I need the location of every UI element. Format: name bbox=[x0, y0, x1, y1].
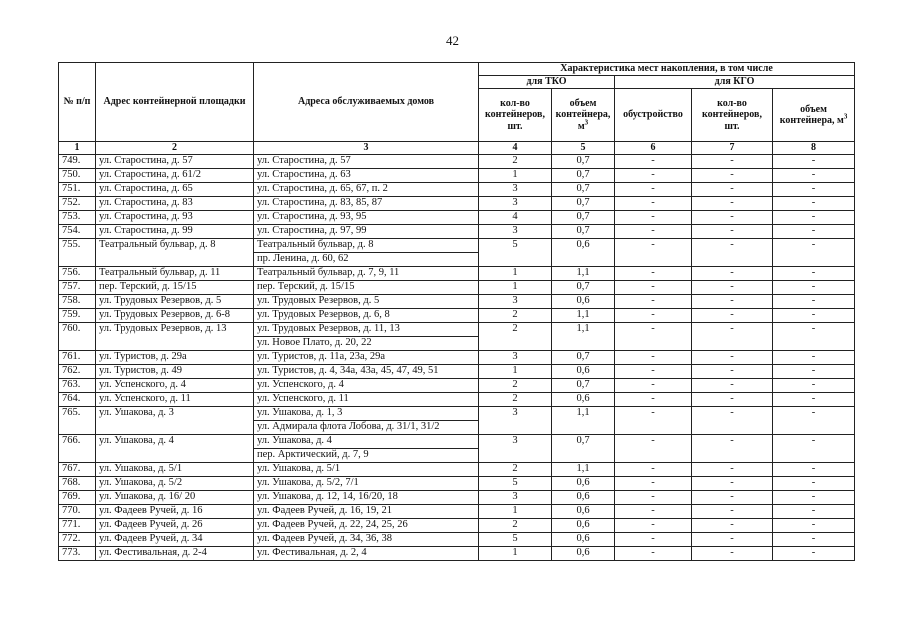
row-number: 773. bbox=[59, 546, 96, 560]
container-count: 2 bbox=[479, 378, 552, 392]
site-address: ул. Ушакова, д. 16/ 20 bbox=[96, 490, 254, 504]
arrangement: - bbox=[615, 294, 692, 308]
header-address: Адрес контейнерной площадки bbox=[96, 63, 254, 142]
container-count: 2 bbox=[479, 392, 552, 406]
container-count: 5 bbox=[479, 532, 552, 546]
served-house-line: ул. Ушакова, д. 5/2, 7/1 bbox=[257, 476, 359, 488]
column-number: 6 bbox=[615, 142, 692, 155]
table-row bbox=[59, 504, 855, 518]
kgo-container-count: - bbox=[692, 504, 773, 518]
header-served-houses: Адреса обслуживаемых домов bbox=[254, 63, 479, 142]
container-volume: 1,1 bbox=[552, 462, 615, 476]
kgo-container-volume: - bbox=[773, 322, 855, 350]
container-volume: 0,6 bbox=[552, 518, 615, 532]
kgo-container-volume: - bbox=[773, 378, 855, 392]
site-address: ул. Туристов, д. 49 bbox=[96, 364, 254, 378]
served-houses bbox=[254, 490, 479, 504]
row-number: 755. bbox=[59, 238, 96, 266]
row-number: 762. bbox=[59, 364, 96, 378]
row-number: 750. bbox=[59, 168, 96, 182]
table-body bbox=[59, 154, 855, 560]
site-address: ул. Ушакова, д. 3 bbox=[96, 406, 254, 434]
table-row bbox=[59, 196, 855, 210]
arrangement: - bbox=[615, 238, 692, 266]
arrangement: - bbox=[615, 210, 692, 224]
container-volume: 0,6 bbox=[552, 546, 615, 560]
arrangement: - bbox=[615, 308, 692, 322]
column-number: 4 bbox=[479, 142, 552, 155]
kgo-container-volume: - bbox=[773, 182, 855, 196]
container-count: 1 bbox=[479, 280, 552, 294]
container-count: 3 bbox=[479, 434, 552, 462]
column-number: 3 bbox=[254, 142, 479, 155]
served-houses bbox=[254, 182, 479, 196]
served-house-line: ул. Старостина, д. 57 bbox=[257, 154, 351, 166]
served-houses bbox=[254, 168, 479, 182]
kgo-container-volume: - bbox=[773, 532, 855, 546]
kgo-container-count: - bbox=[692, 210, 773, 224]
arrangement: - bbox=[615, 378, 692, 392]
served-house-line: Театральный бульвар, д. 8 bbox=[257, 238, 374, 250]
served-house-line: ул. Фестивальная, д. 2, 4 bbox=[257, 546, 367, 558]
served-houses bbox=[254, 462, 479, 476]
container-count: 1 bbox=[479, 546, 552, 560]
served-house-line: ул. Старостина, д. 83, 85, 87 bbox=[257, 196, 383, 208]
served-houses bbox=[254, 294, 479, 308]
served-house-line: Театральный бульвар, д. 7, 9, 11 bbox=[257, 266, 400, 278]
container-count: 2 bbox=[479, 322, 552, 350]
row-number: 757. bbox=[59, 280, 96, 294]
container-count: 3 bbox=[479, 490, 552, 504]
row-number: 767. bbox=[59, 462, 96, 476]
served-house-line: ул. Ушакова, д. 12, 14, 16/20, 18 bbox=[257, 490, 398, 502]
arrangement: - bbox=[615, 504, 692, 518]
served-houses bbox=[254, 504, 479, 518]
container-volume: 0,7 bbox=[552, 154, 615, 168]
container-volume: 0,6 bbox=[552, 238, 615, 266]
container-count: 2 bbox=[479, 518, 552, 532]
arrangement: - bbox=[615, 322, 692, 350]
arrangement: - bbox=[615, 350, 692, 364]
site-address: ул. Трудовых Резервов, д. 5 bbox=[96, 294, 254, 308]
container-count: 5 bbox=[479, 238, 552, 266]
arrangement: - bbox=[615, 224, 692, 238]
table-row bbox=[59, 308, 855, 322]
kgo-container-volume: - bbox=[773, 392, 855, 406]
served-house-line: пр. Ленина, д. 60, 62 bbox=[254, 252, 478, 266]
row-number: 770. bbox=[59, 504, 96, 518]
table-row bbox=[59, 350, 855, 364]
row-number: 771. bbox=[59, 518, 96, 532]
table-row bbox=[59, 210, 855, 224]
served-houses bbox=[254, 266, 479, 280]
container-count: 1 bbox=[479, 504, 552, 518]
arrangement: - bbox=[615, 280, 692, 294]
arrangement: - bbox=[615, 406, 692, 434]
kgo-container-volume: - bbox=[773, 504, 855, 518]
kgo-container-volume: - bbox=[773, 168, 855, 182]
container-volume: 0,7 bbox=[552, 196, 615, 210]
kgo-container-volume: - bbox=[773, 224, 855, 238]
table-row bbox=[59, 224, 855, 238]
served-houses bbox=[254, 378, 479, 392]
table-row bbox=[59, 294, 855, 308]
container-volume: 1,1 bbox=[552, 322, 615, 350]
kgo-container-count: - bbox=[692, 308, 773, 322]
page-number: 42 bbox=[446, 33, 459, 48]
container-count: 3 bbox=[479, 350, 552, 364]
kgo-container-count: - bbox=[692, 154, 773, 168]
arrangement: - bbox=[615, 182, 692, 196]
site-address: ул. Ушакова, д. 5/2 bbox=[96, 476, 254, 490]
table-row bbox=[59, 518, 855, 532]
table-row bbox=[59, 462, 855, 476]
container-volume: 1,1 bbox=[552, 406, 615, 434]
container-count: 3 bbox=[479, 294, 552, 308]
kgo-container-count: - bbox=[692, 280, 773, 294]
kgo-container-count: - bbox=[692, 168, 773, 182]
column-number: 5 bbox=[552, 142, 615, 155]
served-house-line: ул. Трудовых Резервов, д. 6, 8 bbox=[257, 308, 390, 320]
row-number: 760. bbox=[59, 322, 96, 350]
table-row bbox=[59, 490, 855, 504]
container-volume: 0,7 bbox=[552, 224, 615, 238]
table-row bbox=[59, 406, 855, 434]
site-address: ул. Старостина, д. 57 bbox=[96, 154, 254, 168]
site-address: ул. Успенского, д. 4 bbox=[96, 378, 254, 392]
served-houses bbox=[254, 350, 479, 364]
container-sites-table bbox=[58, 62, 855, 561]
kgo-container-count: - bbox=[692, 378, 773, 392]
served-houses bbox=[254, 210, 479, 224]
header-count: кол-во контейнеров, шт. bbox=[479, 89, 552, 142]
kgo-container-volume: - bbox=[773, 546, 855, 560]
arrangement: - bbox=[615, 532, 692, 546]
table-row bbox=[59, 238, 855, 266]
container-volume: 0,6 bbox=[552, 532, 615, 546]
kgo-container-count: - bbox=[692, 532, 773, 546]
header-tko: для ТКО bbox=[479, 76, 615, 89]
table-row bbox=[59, 364, 855, 378]
served-houses bbox=[254, 224, 479, 238]
arrangement: - bbox=[615, 546, 692, 560]
container-count: 2 bbox=[479, 462, 552, 476]
kgo-container-count: - bbox=[692, 294, 773, 308]
site-address: ул. Ушакова, д. 4 bbox=[96, 434, 254, 462]
served-house-line: ул. Фадеев Ручей, д. 22, 24, 25, 26 bbox=[257, 518, 408, 530]
site-address: ул. Ушакова, д. 5/1 bbox=[96, 462, 254, 476]
kgo-container-volume: - bbox=[773, 434, 855, 462]
site-address: ул. Старостина, д. 65 bbox=[96, 182, 254, 196]
header-volume-sup: 3 bbox=[584, 118, 589, 127]
served-houses bbox=[254, 476, 479, 490]
container-volume: 0,7 bbox=[552, 378, 615, 392]
container-volume: 0,6 bbox=[552, 392, 615, 406]
served-house-line: ул. Успенского, д. 4 bbox=[257, 378, 344, 390]
served-houses bbox=[254, 434, 479, 462]
table-row bbox=[59, 392, 855, 406]
site-address: ул. Трудовых Резервов, д. 13 bbox=[96, 322, 254, 350]
served-house-line: пер. Арктический, д. 7, 9 bbox=[254, 448, 478, 462]
container-count: 3 bbox=[479, 224, 552, 238]
served-houses bbox=[254, 518, 479, 532]
table-row bbox=[59, 154, 855, 168]
arrangement: - bbox=[615, 266, 692, 280]
row-number: 765. bbox=[59, 406, 96, 434]
table-row bbox=[59, 280, 855, 294]
row-number: 758. bbox=[59, 294, 96, 308]
served-house-line: ул. Туристов, д. 4, 34а, 43а, 45, 47, 49, 51 bbox=[257, 364, 439, 376]
site-address: пер. Терский, д. 15/15 bbox=[96, 280, 254, 294]
container-volume: 0,6 bbox=[552, 294, 615, 308]
container-volume: 1,1 bbox=[552, 308, 615, 322]
served-house-line: ул. Трудовых Резервов, д. 11, 13 bbox=[257, 322, 400, 334]
served-house-line: ул. Фадеев Ручей, д. 16, 19, 21 bbox=[257, 504, 392, 516]
site-address: ул. Успенского, д. 11 bbox=[96, 392, 254, 406]
served-house-line: ул. Ушакова, д. 5/1 bbox=[257, 462, 341, 474]
kgo-container-count: - bbox=[692, 364, 773, 378]
row-number: 764. bbox=[59, 392, 96, 406]
container-count: 2 bbox=[479, 154, 552, 168]
kgo-container-count: - bbox=[692, 182, 773, 196]
header-num: № п/п bbox=[59, 63, 96, 142]
served-houses bbox=[254, 322, 479, 350]
site-address: ул. Фадеев Ручей, д. 16 bbox=[96, 504, 254, 518]
row-number: 766. bbox=[59, 434, 96, 462]
served-houses bbox=[254, 308, 479, 322]
served-house-line: ул. Старостина, д. 65, 67, п. 2 bbox=[257, 182, 388, 194]
row-number: 759. bbox=[59, 308, 96, 322]
header-kgo: для КГО bbox=[615, 76, 855, 89]
served-house-line: ул. Ушакова, д. 1, 3 bbox=[257, 406, 343, 418]
arrangement: - bbox=[615, 518, 692, 532]
kgo-container-volume: - bbox=[773, 196, 855, 210]
column-number-row bbox=[59, 142, 855, 155]
row-number: 752. bbox=[59, 196, 96, 210]
kgo-container-count: - bbox=[692, 350, 773, 364]
site-address: ул. Трудовых Резервов, д. 6-8 bbox=[96, 308, 254, 322]
container-count: 5 bbox=[479, 476, 552, 490]
served-houses bbox=[254, 196, 479, 210]
container-volume: 0,6 bbox=[552, 490, 615, 504]
kgo-container-volume: - bbox=[773, 238, 855, 266]
header-count-kgo: кол-во контейнеров, шт. bbox=[692, 89, 773, 142]
row-number: 769. bbox=[59, 490, 96, 504]
column-number: 1 bbox=[59, 142, 96, 155]
arrangement: - bbox=[615, 476, 692, 490]
arrangement: - bbox=[615, 434, 692, 462]
kgo-container-count: - bbox=[692, 434, 773, 462]
kgo-container-volume: - bbox=[773, 476, 855, 490]
kgo-container-volume: - bbox=[773, 210, 855, 224]
arrangement: - bbox=[615, 168, 692, 182]
container-count: 1 bbox=[479, 168, 552, 182]
site-address: ул. Старостина, д. 61/2 bbox=[96, 168, 254, 182]
site-address: ул. Туристов, д. 29а bbox=[96, 350, 254, 364]
container-count: 2 bbox=[479, 308, 552, 322]
container-volume: 0,7 bbox=[552, 182, 615, 196]
container-volume: 0,7 bbox=[552, 434, 615, 462]
served-houses bbox=[254, 364, 479, 378]
row-number: 768. bbox=[59, 476, 96, 490]
served-house-line: ул. Туристов, д. 11а, 23а, 29а bbox=[257, 350, 386, 362]
header-arrangement: обустройство bbox=[615, 89, 692, 142]
container-volume: 0,7 bbox=[552, 280, 615, 294]
kgo-container-count: - bbox=[692, 196, 773, 210]
header-volume-kgo-text: объем контейнера, м bbox=[779, 103, 844, 126]
container-volume: 0,6 bbox=[552, 476, 615, 490]
served-house-line: ул. Ушакова, д. 4 bbox=[257, 434, 332, 446]
column-number: 8 bbox=[773, 142, 855, 155]
served-houses bbox=[254, 546, 479, 560]
row-number: 756. bbox=[59, 266, 96, 280]
container-volume: 0,7 bbox=[552, 350, 615, 364]
container-volume: 0,7 bbox=[552, 210, 615, 224]
column-number: 2 bbox=[96, 142, 254, 155]
served-houses bbox=[254, 154, 479, 168]
table-row bbox=[59, 434, 855, 462]
table-row bbox=[59, 546, 855, 560]
kgo-container-volume: - bbox=[773, 364, 855, 378]
served-house-line: ул. Успенского, д. 11 bbox=[257, 392, 349, 404]
site-address: ул. Старостина, д. 83 bbox=[96, 196, 254, 210]
site-address: ул. Фестивальная, д. 2-4 bbox=[96, 546, 254, 560]
row-number: 772. bbox=[59, 532, 96, 546]
column-number: 7 bbox=[692, 142, 773, 155]
row-number: 753. bbox=[59, 210, 96, 224]
row-number: 749. bbox=[59, 154, 96, 168]
kgo-container-count: - bbox=[692, 322, 773, 350]
arrangement: - bbox=[615, 490, 692, 504]
kgo-container-volume: - bbox=[773, 490, 855, 504]
table-row bbox=[59, 532, 855, 546]
row-number: 751. bbox=[59, 182, 96, 196]
container-count: 1 bbox=[479, 266, 552, 280]
arrangement: - bbox=[615, 392, 692, 406]
site-address: ул. Фадеев Ручей, д. 26 bbox=[96, 518, 254, 532]
container-volume: 0,6 bbox=[552, 364, 615, 378]
row-number: 761. bbox=[59, 350, 96, 364]
kgo-container-volume: - bbox=[773, 280, 855, 294]
served-houses bbox=[254, 532, 479, 546]
arrangement: - bbox=[615, 462, 692, 476]
kgo-container-volume: - bbox=[773, 294, 855, 308]
header-volume-kgo-sup: 3 bbox=[843, 112, 848, 121]
served-house-line: ул. Новое Плато, д. 20, 22 bbox=[254, 336, 478, 350]
served-house-line: ул. Старостина, д. 97, 99 bbox=[257, 224, 367, 236]
served-house-line: пер. Терский, д. 15/15 bbox=[257, 280, 355, 292]
kgo-container-count: - bbox=[692, 546, 773, 560]
kgo-container-count: - bbox=[692, 238, 773, 266]
site-address: Театральный бульвар, д. 11 bbox=[96, 266, 254, 280]
container-volume: 0,7 bbox=[552, 168, 615, 182]
served-houses bbox=[254, 238, 479, 266]
kgo-container-count: - bbox=[692, 406, 773, 434]
container-volume: 0,6 bbox=[552, 504, 615, 518]
table-row bbox=[59, 182, 855, 196]
table-row bbox=[59, 378, 855, 392]
header-characteristics: Характеристика мест накопления, в том числе bbox=[479, 63, 855, 76]
kgo-container-volume: - bbox=[773, 266, 855, 280]
served-house-line: ул. Старостина, д. 93, 95 bbox=[257, 210, 367, 222]
row-number: 763. bbox=[59, 378, 96, 392]
kgo-container-count: - bbox=[692, 518, 773, 532]
arrangement: - bbox=[615, 196, 692, 210]
header-volume-text: объем контейнера, м bbox=[555, 97, 611, 132]
kgo-container-volume: - bbox=[773, 406, 855, 434]
container-count: 4 bbox=[479, 210, 552, 224]
served-houses bbox=[254, 392, 479, 406]
kgo-container-count: - bbox=[692, 476, 773, 490]
row-number: 754. bbox=[59, 224, 96, 238]
served-houses bbox=[254, 280, 479, 294]
table-row bbox=[59, 266, 855, 280]
site-address: ул. Фадеев Ручей, д. 34 bbox=[96, 532, 254, 546]
kgo-container-volume: - bbox=[773, 462, 855, 476]
served-house-line: ул. Трудовых Резервов, д. 5 bbox=[257, 294, 380, 306]
container-count: 3 bbox=[479, 196, 552, 210]
kgo-container-count: - bbox=[692, 266, 773, 280]
arrangement: - bbox=[615, 154, 692, 168]
kgo-container-volume: - bbox=[773, 308, 855, 322]
served-house-line: ул. Фадеев Ручей, д. 34, 36, 38 bbox=[257, 532, 392, 544]
table-row bbox=[59, 476, 855, 490]
served-houses bbox=[254, 406, 479, 434]
site-address: ул. Старостина, д. 93 bbox=[96, 210, 254, 224]
container-volume: 1,1 bbox=[552, 266, 615, 280]
table-row bbox=[59, 322, 855, 350]
header-volume-kgo bbox=[773, 89, 855, 142]
kgo-container-count: - bbox=[692, 462, 773, 476]
kgo-container-count: - bbox=[692, 490, 773, 504]
site-address: Театральный бульвар, д. 8 bbox=[96, 238, 254, 266]
served-house-line: ул. Адмирала флота Лобова, д. 31/1, 31/2 bbox=[254, 420, 478, 434]
container-count: 3 bbox=[479, 182, 552, 196]
kgo-container-volume: - bbox=[773, 154, 855, 168]
arrangement: - bbox=[615, 364, 692, 378]
served-house-line: ул. Старостина, д. 63 bbox=[257, 168, 351, 180]
table-row bbox=[59, 168, 855, 182]
header-volume bbox=[552, 89, 615, 142]
kgo-container-volume: - bbox=[773, 518, 855, 532]
site-address: ул. Старостина, д. 99 bbox=[96, 224, 254, 238]
kgo-container-volume: - bbox=[773, 350, 855, 364]
kgo-container-count: - bbox=[692, 224, 773, 238]
container-count: 1 bbox=[479, 364, 552, 378]
container-count: 3 bbox=[479, 406, 552, 434]
kgo-container-count: - bbox=[692, 392, 773, 406]
